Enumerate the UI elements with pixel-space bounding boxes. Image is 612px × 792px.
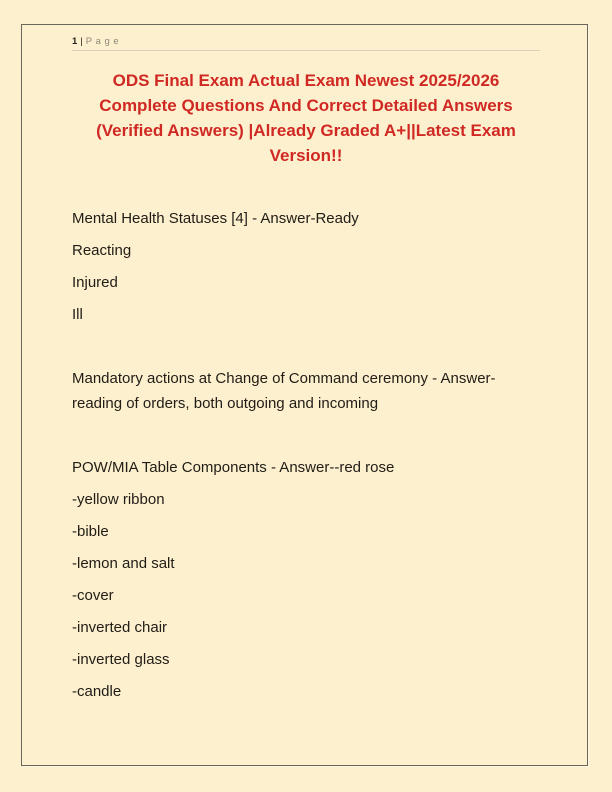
qa-line-question: Mental Health Statuses [4] - Answer-Ready: [72, 210, 359, 227]
header-page-label: P a g e: [85, 36, 120, 47]
exam-title: [72, 68, 540, 168]
paragraph-spacer: [72, 423, 540, 455]
exam-title-line: ODS Final Exam Actual Exam Newest 2025/2026: [112, 71, 500, 90]
qa-line-question: Mandatory actions at Change of Command ceremony - Answer-reading of orders, both outgoing and incoming: [72, 370, 496, 412]
qa-line-answer-item: -inverted glass: [72, 651, 170, 668]
exam-title-line: Complete Questions And Correct Detailed Answers: [99, 96, 513, 115]
qa-line-answer-item: -candle: [72, 683, 122, 700]
header-separator: |: [80, 36, 83, 47]
page-number: 1: [72, 36, 78, 47]
qa-line-answer-item: -cover: [72, 587, 114, 604]
paragraph-spacer: [72, 334, 540, 366]
qa-line-answer-item: -yellow ribbon: [72, 491, 165, 508]
question-answer-body: [72, 206, 540, 711]
qa-line-answer-item: -inverted chair: [72, 619, 168, 636]
page-header: [72, 36, 540, 51]
qa-line-answer-item: Injured: [72, 274, 118, 291]
qa-line-question: POW/MIA Table Components - Answer--red rose: [72, 459, 395, 476]
qa-line-answer-item: -bible: [72, 523, 109, 540]
exam-title-line: (Verified Answers) |Already Graded A+||Latest Exam: [96, 121, 516, 140]
qa-line-answer-item: -lemon and salt: [72, 555, 175, 572]
exam-title-line: Version!!: [269, 146, 343, 165]
qa-line-answer-item: Reacting: [72, 242, 132, 259]
qa-line-answer-item: Ill: [72, 306, 83, 323]
